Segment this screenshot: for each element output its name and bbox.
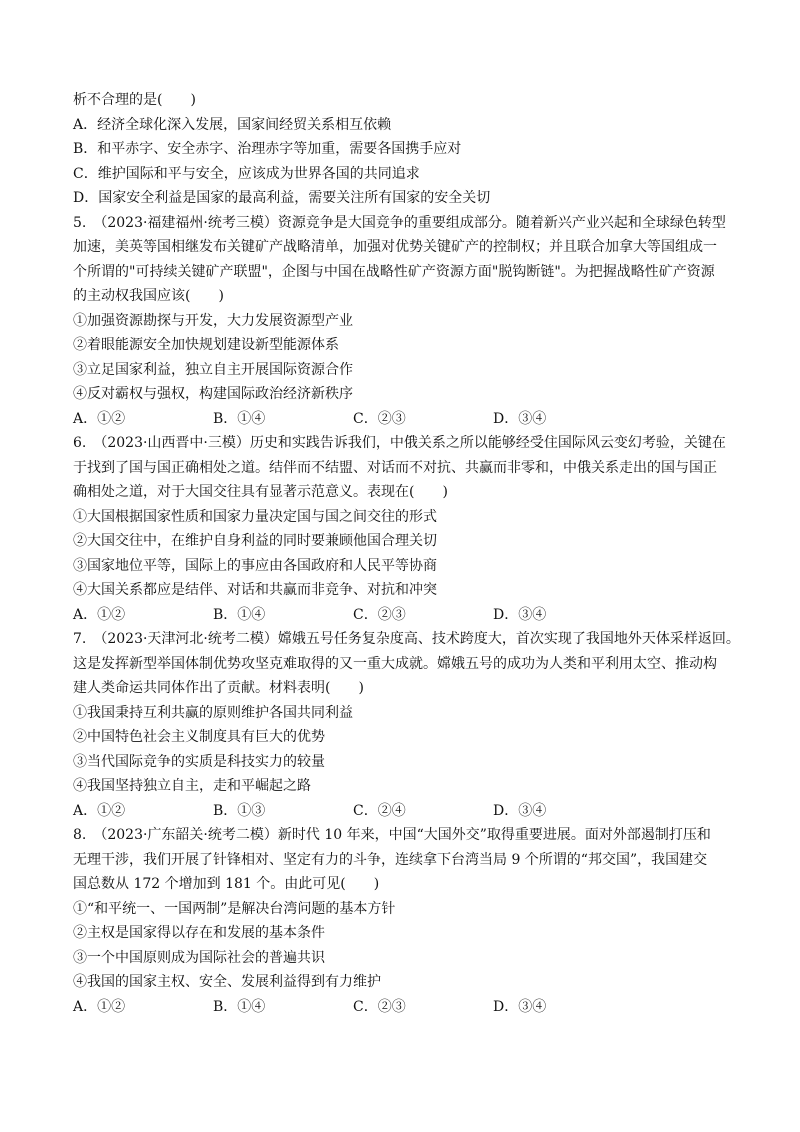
statement-item: ③立足国家利益，独立自主开展国际资源合作: [73, 361, 353, 378]
question-stem-line: 确相处之道，对于大国交往具有显著示范意义。表现在( ): [73, 484, 448, 500]
statement-item: ④大国关系都应是结伴、对话和共赢而非竞争、对抗和冲突: [73, 582, 437, 598]
choice-d: D．③④: [493, 606, 547, 623]
choice-c: C．②③: [353, 410, 406, 427]
choice-c: C．②④: [353, 802, 406, 819]
question-7: [73, 627, 743, 823]
statement-item: ②着眼能源安全加快规划建设新型能源体系: [73, 337, 339, 353]
answer-choices: [73, 407, 743, 432]
question-stem-line: 于找到了国与国正确相处之道。结伴而不结盟、对话而不对抗、共赢而非零和，中俄关系走出的国与国正: [73, 459, 717, 476]
statement-item: ②中国特色社会主义制度具有巨大的优势: [73, 729, 325, 745]
choice-b: B．①④: [213, 606, 266, 623]
statement-item: ④我国坚持独立自主，走和平崛起之路: [73, 778, 311, 794]
statement-item: ①大国根据国家性质和国家力量决定国与国之间交往的形式: [73, 508, 437, 525]
choice-b: B．①③: [213, 802, 266, 819]
page-content: [73, 88, 743, 1019]
question-stem-tail: 析不合理的是( ): [73, 92, 196, 108]
question-stem-line: 的主动权我国应该( ): [73, 288, 224, 304]
question-stem-line: 6. （2023·山西晋中·三模）历史和实践告诉我们，中俄关系之所以能够经受住国际风云变幻考验，关键在: [73, 435, 726, 451]
choice-b: B．①④: [213, 410, 266, 427]
choice-d: D．③④: [493, 998, 547, 1015]
statement-item: ④反对霸权与强权，构建国际政治经济新秩序: [73, 386, 353, 402]
question-stem-line: 这是发挥新型举国体制优势攻坚克难取得的又一重大成就。嫦娥五号的成功为人类和平利用太空、推动构: [73, 655, 717, 672]
answer-choices: [73, 603, 743, 628]
statement-item: ①我国秉持互利共赢的原则维护各国共同利益: [73, 704, 353, 721]
question-stem-line: 加速，美英等国相继发布关键矿产战略清单，加强对优势关键矿产的控制权；并且联合加拿大等国组成一: [73, 239, 717, 255]
question-stem-line: 7. （2023·天津河北·统考二模）嫦娥五号任务复杂度高、技术跨度大，首次实现了我国地外天体采样返回。: [73, 631, 740, 647]
answer-choices: [73, 995, 743, 1020]
choice-a: A．①②: [73, 802, 126, 819]
option-a: A．经济全球化深入发展，国家间经贸关系相互依赖: [73, 116, 392, 133]
statement-item: ①加强资源勘探与开发，大力发展资源型产业: [73, 312, 353, 329]
question-stem-line: 5. （2023·福建福州·统考三模）资源竞争是大国竞争的重要组成部分。随着新兴产业兴起和全球绿色转型: [73, 214, 726, 231]
question-stem-line: 8. （2023·广东韶关·统考二模）新时代 10 年来，中国“大国外交”取得重要进展。面对外部遏制打压和: [73, 827, 711, 843]
choice-b: B．①④: [213, 998, 266, 1015]
statement-item: ④我国的国家主权、安全、发展利益得到有力维护: [73, 974, 381, 990]
statement-item: ③国家地位平等，国际上的事应由各国政府和人民平等协商: [73, 557, 437, 574]
choice-d: D．③④: [493, 410, 547, 427]
question-stem-line: 建人类命运共同体作出了贡献。材料表明( ): [73, 680, 364, 696]
choice-a: A．①②: [73, 410, 126, 427]
question-stem-line: 无理干涉，我们开展了针锋相对、坚定有力的斗争，连续拿下台湾当局 9 个所谓的“邦交国”，我国建交: [73, 851, 708, 868]
statement-item: ③当代国际竞争的实质是科技实力的较量: [73, 753, 325, 770]
choice-c: C．②③: [353, 998, 406, 1015]
question-6: [73, 431, 743, 627]
question-stem-line: 个所谓的"可持续关键矿产联盟"，企图与中国在战略性矿产资源方面"脱钩断链"。为把握战略性矿产资源: [73, 263, 715, 280]
choice-c: C．②③: [353, 606, 406, 623]
statement-item: ②主权是国家得以存在和发展的基本条件: [73, 925, 325, 941]
choice-a: A．①②: [73, 606, 126, 623]
option-b: B．和平赤字、安全赤字、治理赤字等加重，需要各国携手应对: [73, 141, 462, 157]
option-d: D．国家安全利益是国家的最高利益，需要关注所有国家的安全关切: [73, 190, 491, 206]
question-5: [73, 211, 743, 432]
question-4-continued: [73, 88, 743, 211]
statement-item: ②大国交往中，在维护自身利益的同时要兼顾他国合理关切: [73, 533, 437, 549]
option-c: C．维护国际和平与安全，应该成为世界各国的共同追求: [73, 165, 420, 182]
question-stem-line: 国总数从 172 个增加到 181 个。由此可见( ): [73, 876, 380, 892]
statement-item: ①“和平统一、一国两制”是解决台湾问题的基本方针: [73, 900, 396, 917]
choice-a: A．①②: [73, 998, 126, 1015]
answer-choices: [73, 799, 743, 824]
statement-item: ③一个中国原则成为国际社会的普遍共识: [73, 949, 325, 966]
question-8: [73, 823, 743, 1019]
choice-d: D．③④: [493, 802, 547, 819]
